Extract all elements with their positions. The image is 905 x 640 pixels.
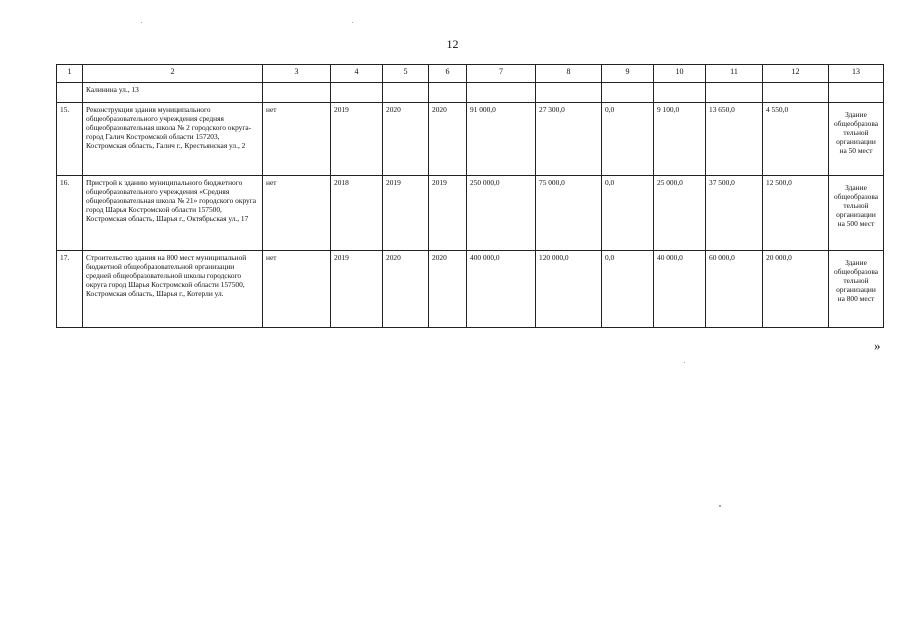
table-cell	[706, 83, 763, 103]
result-text: Здание общеобразова тельной организации на 500 мест	[833, 183, 879, 228]
table-cell: нет	[263, 103, 331, 176]
table-cell: 9 100,0	[654, 103, 706, 176]
header-row	[57, 65, 884, 83]
table-cell	[829, 83, 884, 103]
table-cell: 91 000,0	[467, 103, 536, 176]
table-cell	[536, 83, 602, 103]
continuation-address: Калинина ул., 13	[83, 83, 263, 103]
table-cell	[263, 83, 331, 103]
header-cell: 9	[602, 65, 654, 83]
row-number: 17.	[57, 251, 83, 328]
table-cell: 2020	[429, 103, 467, 176]
table-row	[57, 103, 884, 176]
table-cell	[331, 83, 383, 103]
row-number: 16.	[57, 176, 83, 251]
table-cell: 250 000,0	[467, 176, 536, 251]
table-cell: нет	[263, 251, 331, 328]
table-cell: 0,0	[602, 251, 654, 328]
scan-speck	[141, 22, 142, 23]
page-number: 12	[446, 37, 459, 51]
table-row	[57, 176, 884, 251]
table-cell: 2019	[331, 251, 383, 328]
table-cell: 13 650,0	[706, 103, 763, 176]
table-cell: 2019	[331, 103, 383, 176]
table-cell: 37 500,0	[706, 176, 763, 251]
table-cell: 2019	[429, 176, 467, 251]
table-cell: 12 500,0	[763, 176, 829, 251]
object-name: Пристрой к зданию муниципального бюджетного общеобразовательного учреждения «Средняя общеобразовательная школа № 21» городского округа город Шарья Костромской области 157500, Костромская область, Шарья г., Октябрьская ул., 17	[83, 176, 263, 251]
table-cell: 60 000,0	[706, 251, 763, 328]
table-cell: 75 000,0	[536, 176, 602, 251]
table-cell: 120 000,0	[536, 251, 602, 328]
header-cell: 3	[263, 65, 331, 83]
table-cell: 2020	[429, 251, 467, 328]
table-cell	[654, 83, 706, 103]
header-cell: 1	[57, 65, 83, 83]
closing-quote-mark: »	[874, 338, 881, 353]
header-cell: 11	[706, 65, 763, 83]
table-cell: 2018	[331, 176, 383, 251]
table-cell: 40 000,0	[654, 251, 706, 328]
header-cell: 10	[654, 65, 706, 83]
object-name: Реконструкция здания муниципального общеобразовательного учреждения средняя общеобразовательная школа № 2 городского округа-город Галич Костромской области 157203, Костромская область, Галич г., Крестьянская ул., 2	[83, 103, 263, 176]
table-cell: 25 000,0	[654, 176, 706, 251]
header-cell: 8	[536, 65, 602, 83]
table-cell: 4 550,0	[763, 103, 829, 176]
result-cell	[829, 176, 884, 251]
table-cell: 27 300,0	[536, 103, 602, 176]
table-cell	[602, 83, 654, 103]
header-cell: 2	[83, 65, 263, 83]
result-text: Здание общеобразова тельной организации на 50 мест	[833, 110, 879, 155]
header-cell: 7	[467, 65, 536, 83]
table-cell: 2020	[383, 103, 429, 176]
table-cell: 2019	[383, 176, 429, 251]
table-cell	[57, 83, 83, 103]
table-cell: 0,0	[602, 176, 654, 251]
table-cell	[467, 83, 536, 103]
table-cell	[383, 83, 429, 103]
scan-speck	[719, 505, 721, 507]
object-name: Строительство здания на 800 мест муниципальной бюджетной общеобразовательной организации средней общеобразовательной школы городского округа город Шарья Костромской области 157500, Костромская область, Шарья г., Котерли ул.	[83, 251, 263, 328]
table-cell: 20 000,0	[763, 251, 829, 328]
scan-speck	[684, 362, 685, 363]
result-cell	[829, 251, 884, 328]
table-cell: 2020	[383, 251, 429, 328]
table-cell: 0,0	[602, 103, 654, 176]
continuation-row	[57, 83, 884, 103]
header-cell: 4	[331, 65, 383, 83]
table-row	[57, 251, 884, 328]
header-cell: 5	[383, 65, 429, 83]
result-cell	[829, 103, 884, 176]
investment-table	[56, 64, 884, 328]
table-cell	[429, 83, 467, 103]
header-cell: 6	[429, 65, 467, 83]
row-number: 15.	[57, 103, 83, 176]
table-cell	[763, 83, 829, 103]
table-cell: нет	[263, 176, 331, 251]
result-text: Здание общеобразова тельной организации на 800 мест	[833, 258, 879, 303]
table-cell: 400 000,0	[467, 251, 536, 328]
scan-speck	[352, 22, 353, 23]
header-cell: 12	[763, 65, 829, 83]
header-cell: 13	[829, 65, 884, 83]
